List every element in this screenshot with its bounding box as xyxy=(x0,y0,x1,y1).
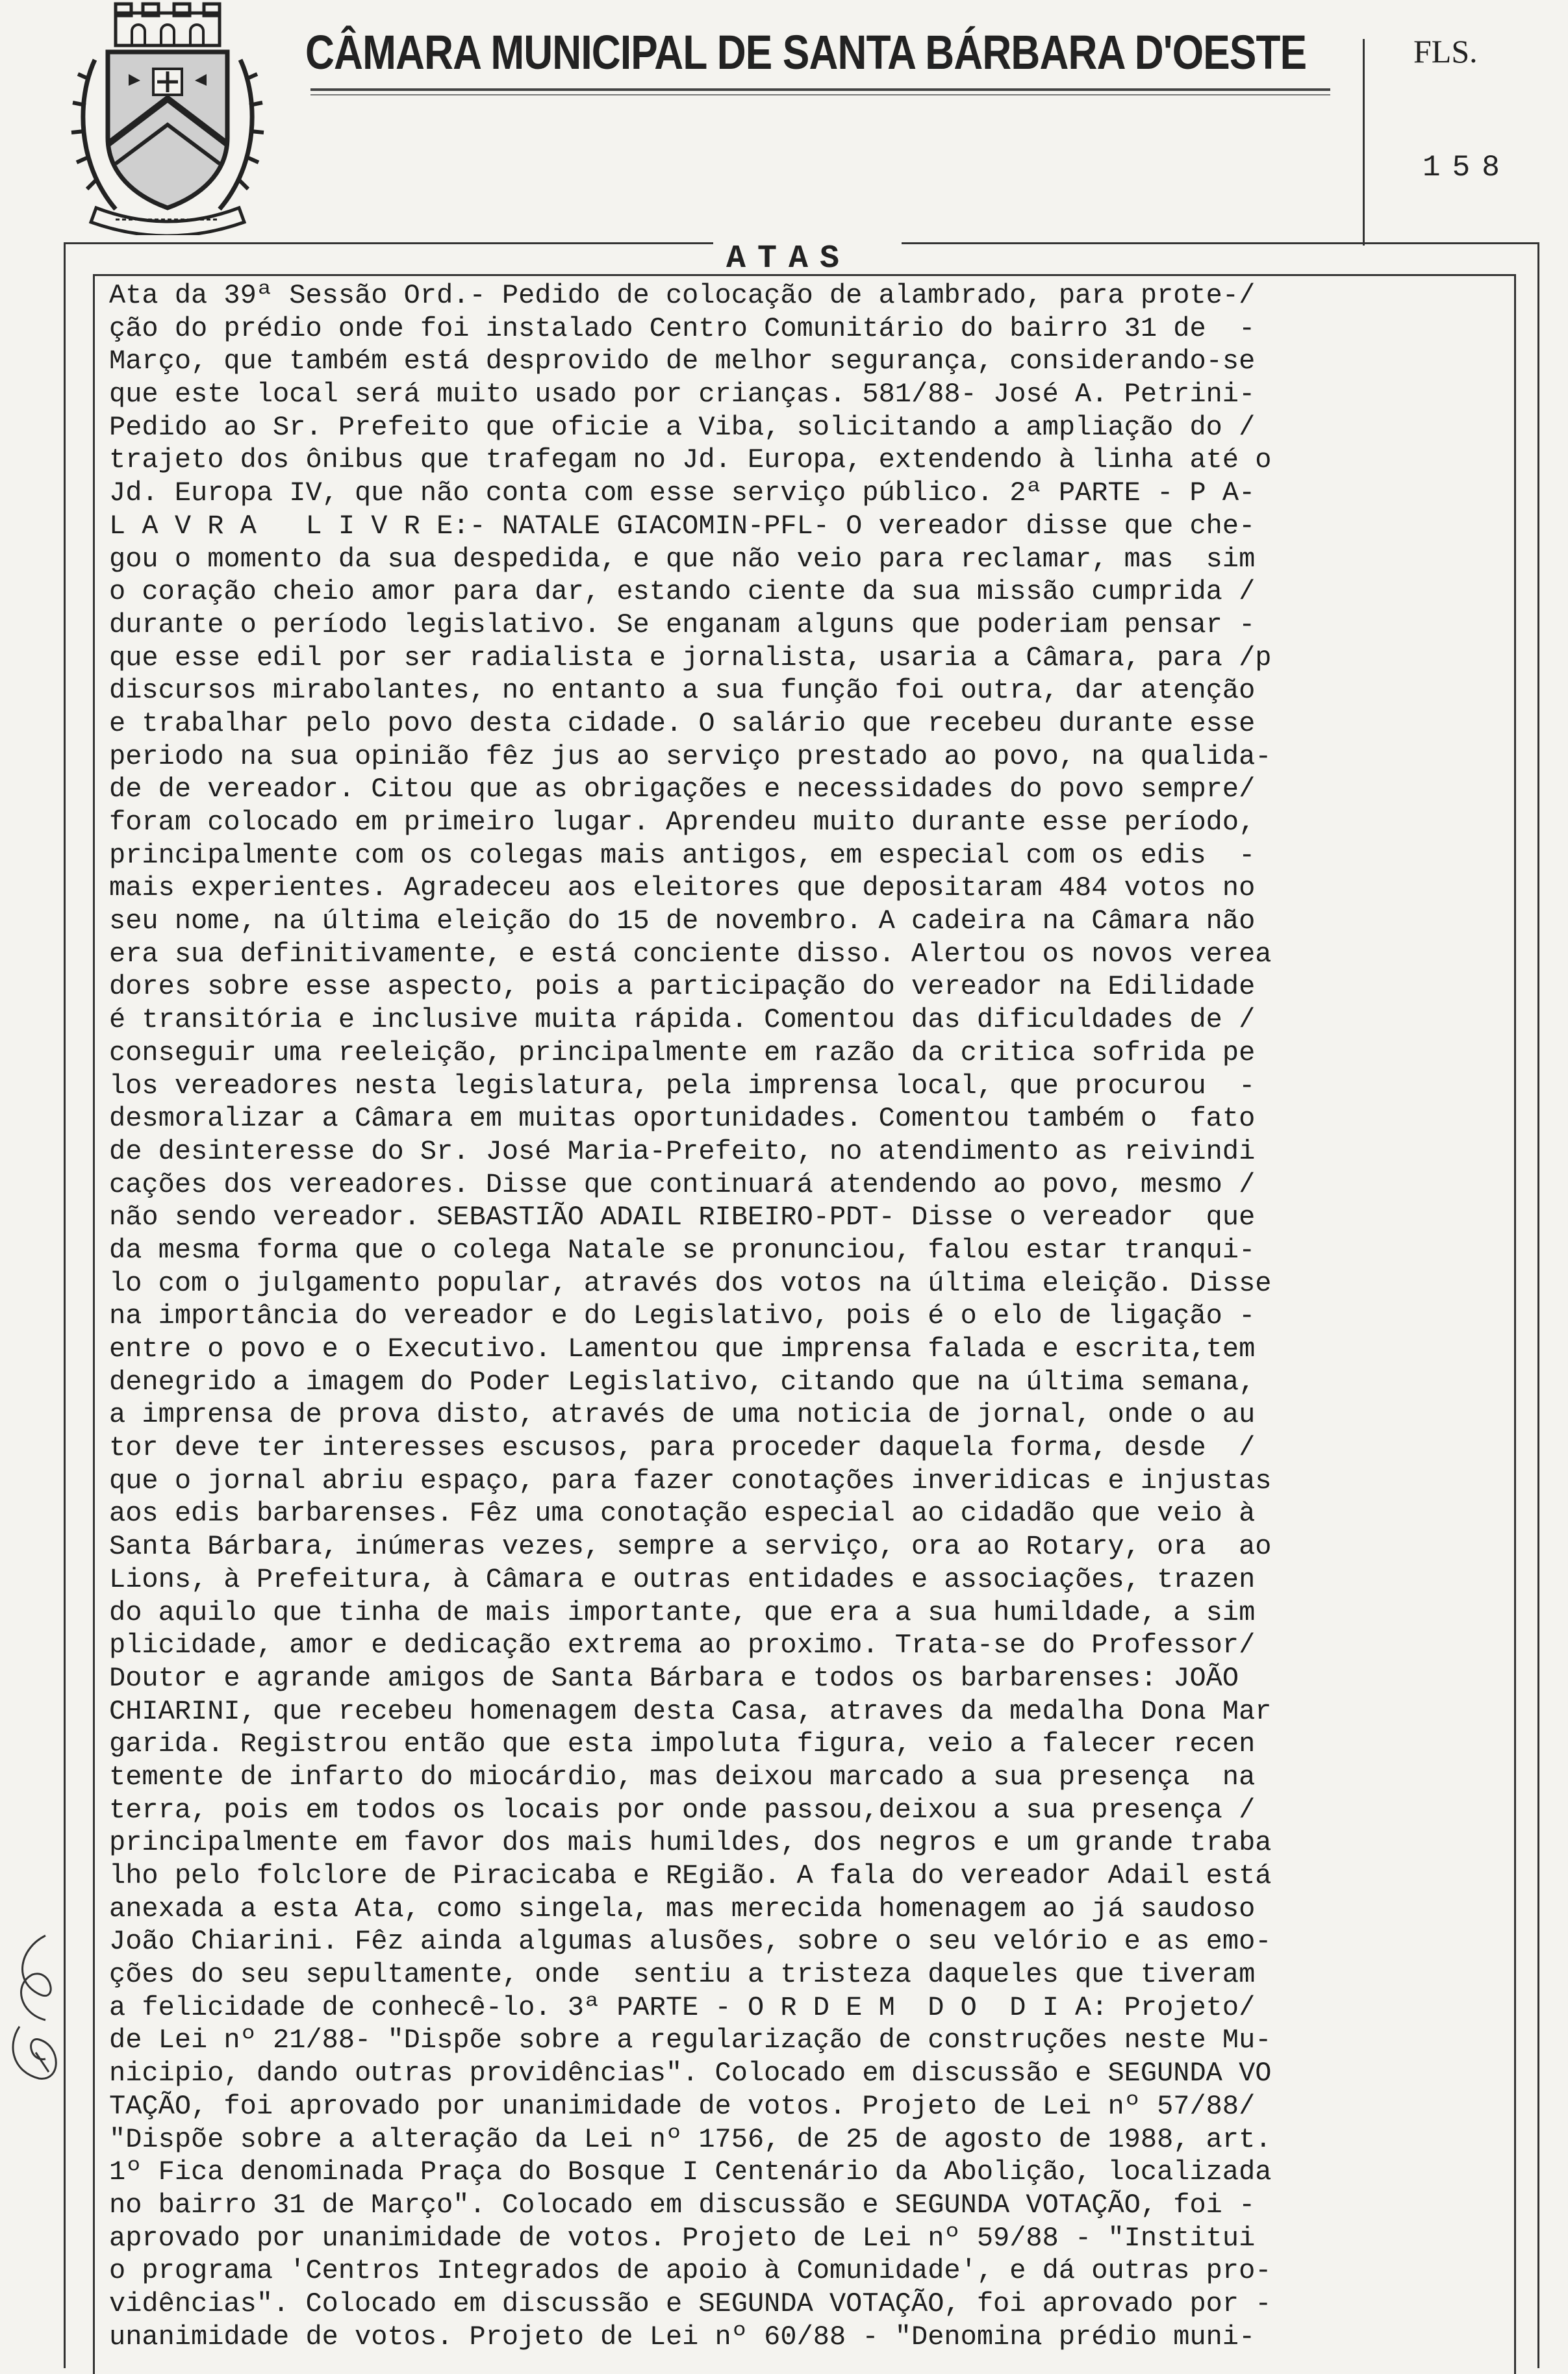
minutes-line: Doutor e agrande amigos de Santa Bárbara e todos os barbarenses: JOÃO xyxy=(109,1662,1239,1694)
minutes-line: los vereadores nesta legislatura, pela imprensa local, que procurou - xyxy=(109,1070,1256,1102)
minutes-line: "Dispõe sobre a alteração da Lei nº 1756, de 25 de agosto de 1988, art. xyxy=(109,2123,1272,2155)
minutes-line: mais experientes. Agradeceu aos eleitores que depositaram 484 votos no xyxy=(109,872,1256,904)
municipal-coat-of-arms xyxy=(70,1,265,235)
minutes-line: Jd. Europa IV, que não conta com esse serviço público. 2ª PARTE - P A- xyxy=(109,477,1256,509)
minutes-line: denegrido a imagem do Poder Legislativo, citando que na última semana, xyxy=(109,1366,1256,1398)
organization-name: CÂMARA MUNICIPAL DE SANTA BÁRBARA D'OESTE xyxy=(305,25,1307,79)
minutes-line: de de vereador. Citou que as obrigações e necessidades do povo sempre/ xyxy=(109,774,1256,805)
minutes-line: o programa 'Centros Integrados de apoio à Comunidade', e dá outras pro- xyxy=(109,2255,1272,2287)
minutes-line: periodo na sua opinião fêz jus ao serviço prestado ao povo, na qualida- xyxy=(109,740,1272,772)
minutes-line: durante o período legislativo. Se enganam alguns que poderiam pensar - xyxy=(109,609,1256,640)
minutes-line: desmoralizar a Câmara em muitas oportunidades. Comentou também o fato xyxy=(109,1103,1256,1135)
minutes-line: que esse edil por ser radialista e jornalista, usaria a Câmara, para /p xyxy=(109,642,1272,674)
header-rule-thin xyxy=(310,94,1330,95)
header-divider xyxy=(1363,39,1365,246)
minutes-line: principalmente em favor dos mais humildes, dos negros e um grande traba xyxy=(109,1827,1272,1859)
minutes-line: de Lei nº 21/88- "Dispõe sobre a regularização de construções neste Mu- xyxy=(109,2025,1272,2056)
handwritten-initials xyxy=(0,1923,71,2091)
minutes-line: L A V R A L I V R E:- NATALE GIACOMIN-PFL- O vereador disse que che- xyxy=(109,510,1256,542)
minutes-line: Santa Bárbara, inúmeras vezes, sempre a serviço, ora ao Rotary, ora ao xyxy=(109,1531,1272,1563)
minutes-line: trajeto dos ônibus que trafegam no Jd. Europa, extendendo à linha até o xyxy=(109,444,1272,476)
minutes-line: Lions, à Prefeitura, à Câmara e outras entidades e associações, trazen xyxy=(109,1563,1256,1595)
minutes-line: nicipio, dando outras providências". Colocado em discussão e SEGUNDA VO xyxy=(109,2058,1272,2090)
minutes-line: conseguir uma reeleição, principalmente em razão da critica sofrida pe xyxy=(109,1037,1256,1068)
minutes-line: do aquilo que tinha de mais importante, que era a sua humildade, a sim xyxy=(109,1597,1256,1628)
minutes-line: João Chiarini. Fêz ainda algumas alusões, sobre o seu velório e as emo- xyxy=(109,1926,1272,1958)
minutes-line: gou o momento da sua despedida, e que não veio para reclamar, mas sim xyxy=(109,543,1256,575)
section-title: ATAS xyxy=(726,240,852,277)
minutes-line: lo com o julgamento popular, através dos votos na última eleição. Disse xyxy=(109,1267,1272,1299)
minutes-line: ções do seu sepultamente, onde sentiu a tristeza daqueles que tiveram xyxy=(109,1959,1256,1991)
minutes-line: cações dos vereadores. Disse que continuará atendendo ao povo, mesmo / xyxy=(109,1168,1256,1200)
frame-top-right-rule xyxy=(902,242,1539,244)
minutes-line: discursos mirabolantes, no entanto a sua função foi outra, dar atenção xyxy=(109,675,1256,707)
minutes-line: Pedido ao Sr. Prefeito que oficie a Viba, solicitando a ampliação do / xyxy=(109,411,1256,443)
minutes-line: entre o povo e o Executivo. Lamentou que imprensa falada e escrita,tem xyxy=(109,1333,1256,1365)
minutes-line: e trabalhar pelo povo desta cidade. O salário que recebeu durante esse xyxy=(109,707,1256,739)
minutes-line: TAÇÃO, foi aprovado por unanimidade de votos. Projeto de Lei nº 57/88/ xyxy=(109,2090,1256,2122)
minutes-line: que o jornal abriu espaço, para fazer conotações inveridicas e injustas xyxy=(109,1465,1272,1496)
minutes-line: aprovado por unanimidade de votos. Projeto de Lei nº 59/88 - "Institui xyxy=(109,2222,1256,2254)
frame-top-left-rule xyxy=(64,242,713,244)
minutes-line: o coração cheio amor para dar, estando ciente da sua missão cumprida / xyxy=(109,576,1256,608)
minutes-line: a imprensa de prova disto, através de uma noticia de jornal, onde o au xyxy=(109,1399,1256,1431)
minutes-line: terra, pois em todos os locais por onde passou,deixou a sua presença / xyxy=(109,1794,1256,1826)
minutes-line: principalmente com os colegas mais antigos, em especial com os edis - xyxy=(109,839,1256,871)
minutes-line: garida. Registrou então que esta impoluta figura, veio a falecer recen xyxy=(109,1728,1256,1760)
minutes-line: foram colocado em primeiro lugar. Aprendeu muito durante esse período, xyxy=(109,807,1256,838)
minutes-line: Ata da 39ª Sessão Ord.- Pedido de colocação de alambrado, para prote-/ xyxy=(109,280,1256,311)
minutes-line: não sendo vereador. SEBASTIÃO ADAIL RIBEIRO-PDT- Disse o vereador que xyxy=(109,1202,1256,1233)
minutes-line: unanimidade de votos. Projeto de Lei nº 60/88 - "Denomina prédio muni- xyxy=(109,2321,1256,2353)
fls-label: FLS. xyxy=(1413,33,1478,69)
minutes-line: Março, que também está desprovido de melhor segurança, considerando-se xyxy=(109,346,1256,377)
minutes-line: aos edis barbarenses. Fêz uma conotação especial ao cidadão que veio à xyxy=(109,1498,1256,1530)
minutes-line: de desinteresse do Sr. José Maria-Prefeito, no atendimento as reivindi xyxy=(109,1135,1256,1167)
minutes-line: CHIARINI, que recebeu homenagem desta Casa, atraves da medalha Dona Mar xyxy=(109,1695,1272,1727)
minutes-line: ção do prédio onde foi instalado Centro Comunitário do bairro 31 de - xyxy=(109,312,1256,344)
minutes-line: era sua definitivamente, e está conciente disso. Alertou os novos verea xyxy=(109,938,1272,970)
minutes-line: dores sobre esse aspecto, pois a participação do vereador na Edilidade xyxy=(109,971,1256,1003)
minutes-line: que este local será muito usado por crianças. 581/88- José A. Petrini- xyxy=(109,379,1256,410)
minutes-line: plicidade, amor e dedicação extrema ao proximo. Trata-se do Professor/ xyxy=(109,1630,1256,1661)
header-rule xyxy=(310,88,1330,91)
minutes-line: é transitória e inclusive muita rápida. Comentou das dificuldades de / xyxy=(109,1004,1256,1036)
minutes-line: a felicidade de conhecê-lo. 3ª PARTE - O R D E M D O D I A: Projeto/ xyxy=(109,1991,1256,2023)
minutes-line: da mesma forma que o colega Natale se pronunciou, falou estar tranqui- xyxy=(109,1234,1256,1266)
minutes-line: lho pelo folclore de Piracicaba e REgião. A fala do vereador Adail está xyxy=(109,1860,1272,1891)
minutes-line: na importância do vereador e do Legislativo, pois é o elo de ligação - xyxy=(109,1300,1256,1332)
minutes-line: anexada a esta Ata, como singela, mas merecida homenagem ao já saudoso xyxy=(109,1893,1256,1925)
minutes-line: seu nome, na última eleição do 15 de novembro. A cadeira na Câmara não xyxy=(109,905,1256,937)
minutes-body xyxy=(109,279,1538,2353)
page-number: 158 xyxy=(1423,151,1511,184)
minutes-line: vidências". Colocado em discussão e SEGUNDA VOTAÇÃO, foi aprovado por - xyxy=(109,2288,1272,2319)
minutes-line: tor deve ter interesses escusos, para proceder daquela forma, desde / xyxy=(109,1432,1256,1464)
minutes-line: temente de infarto do miocárdio, mas deixou marcado a sua presença na xyxy=(109,1761,1256,1793)
minutes-line: 1º Fica denominada Praça do Bosque I Centenário da Abolição, localizada xyxy=(109,2156,1272,2188)
minutes-line: no bairro 31 de Março". Colocado em discussão e SEGUNDA VOTAÇÃO, foi - xyxy=(109,2189,1256,2221)
